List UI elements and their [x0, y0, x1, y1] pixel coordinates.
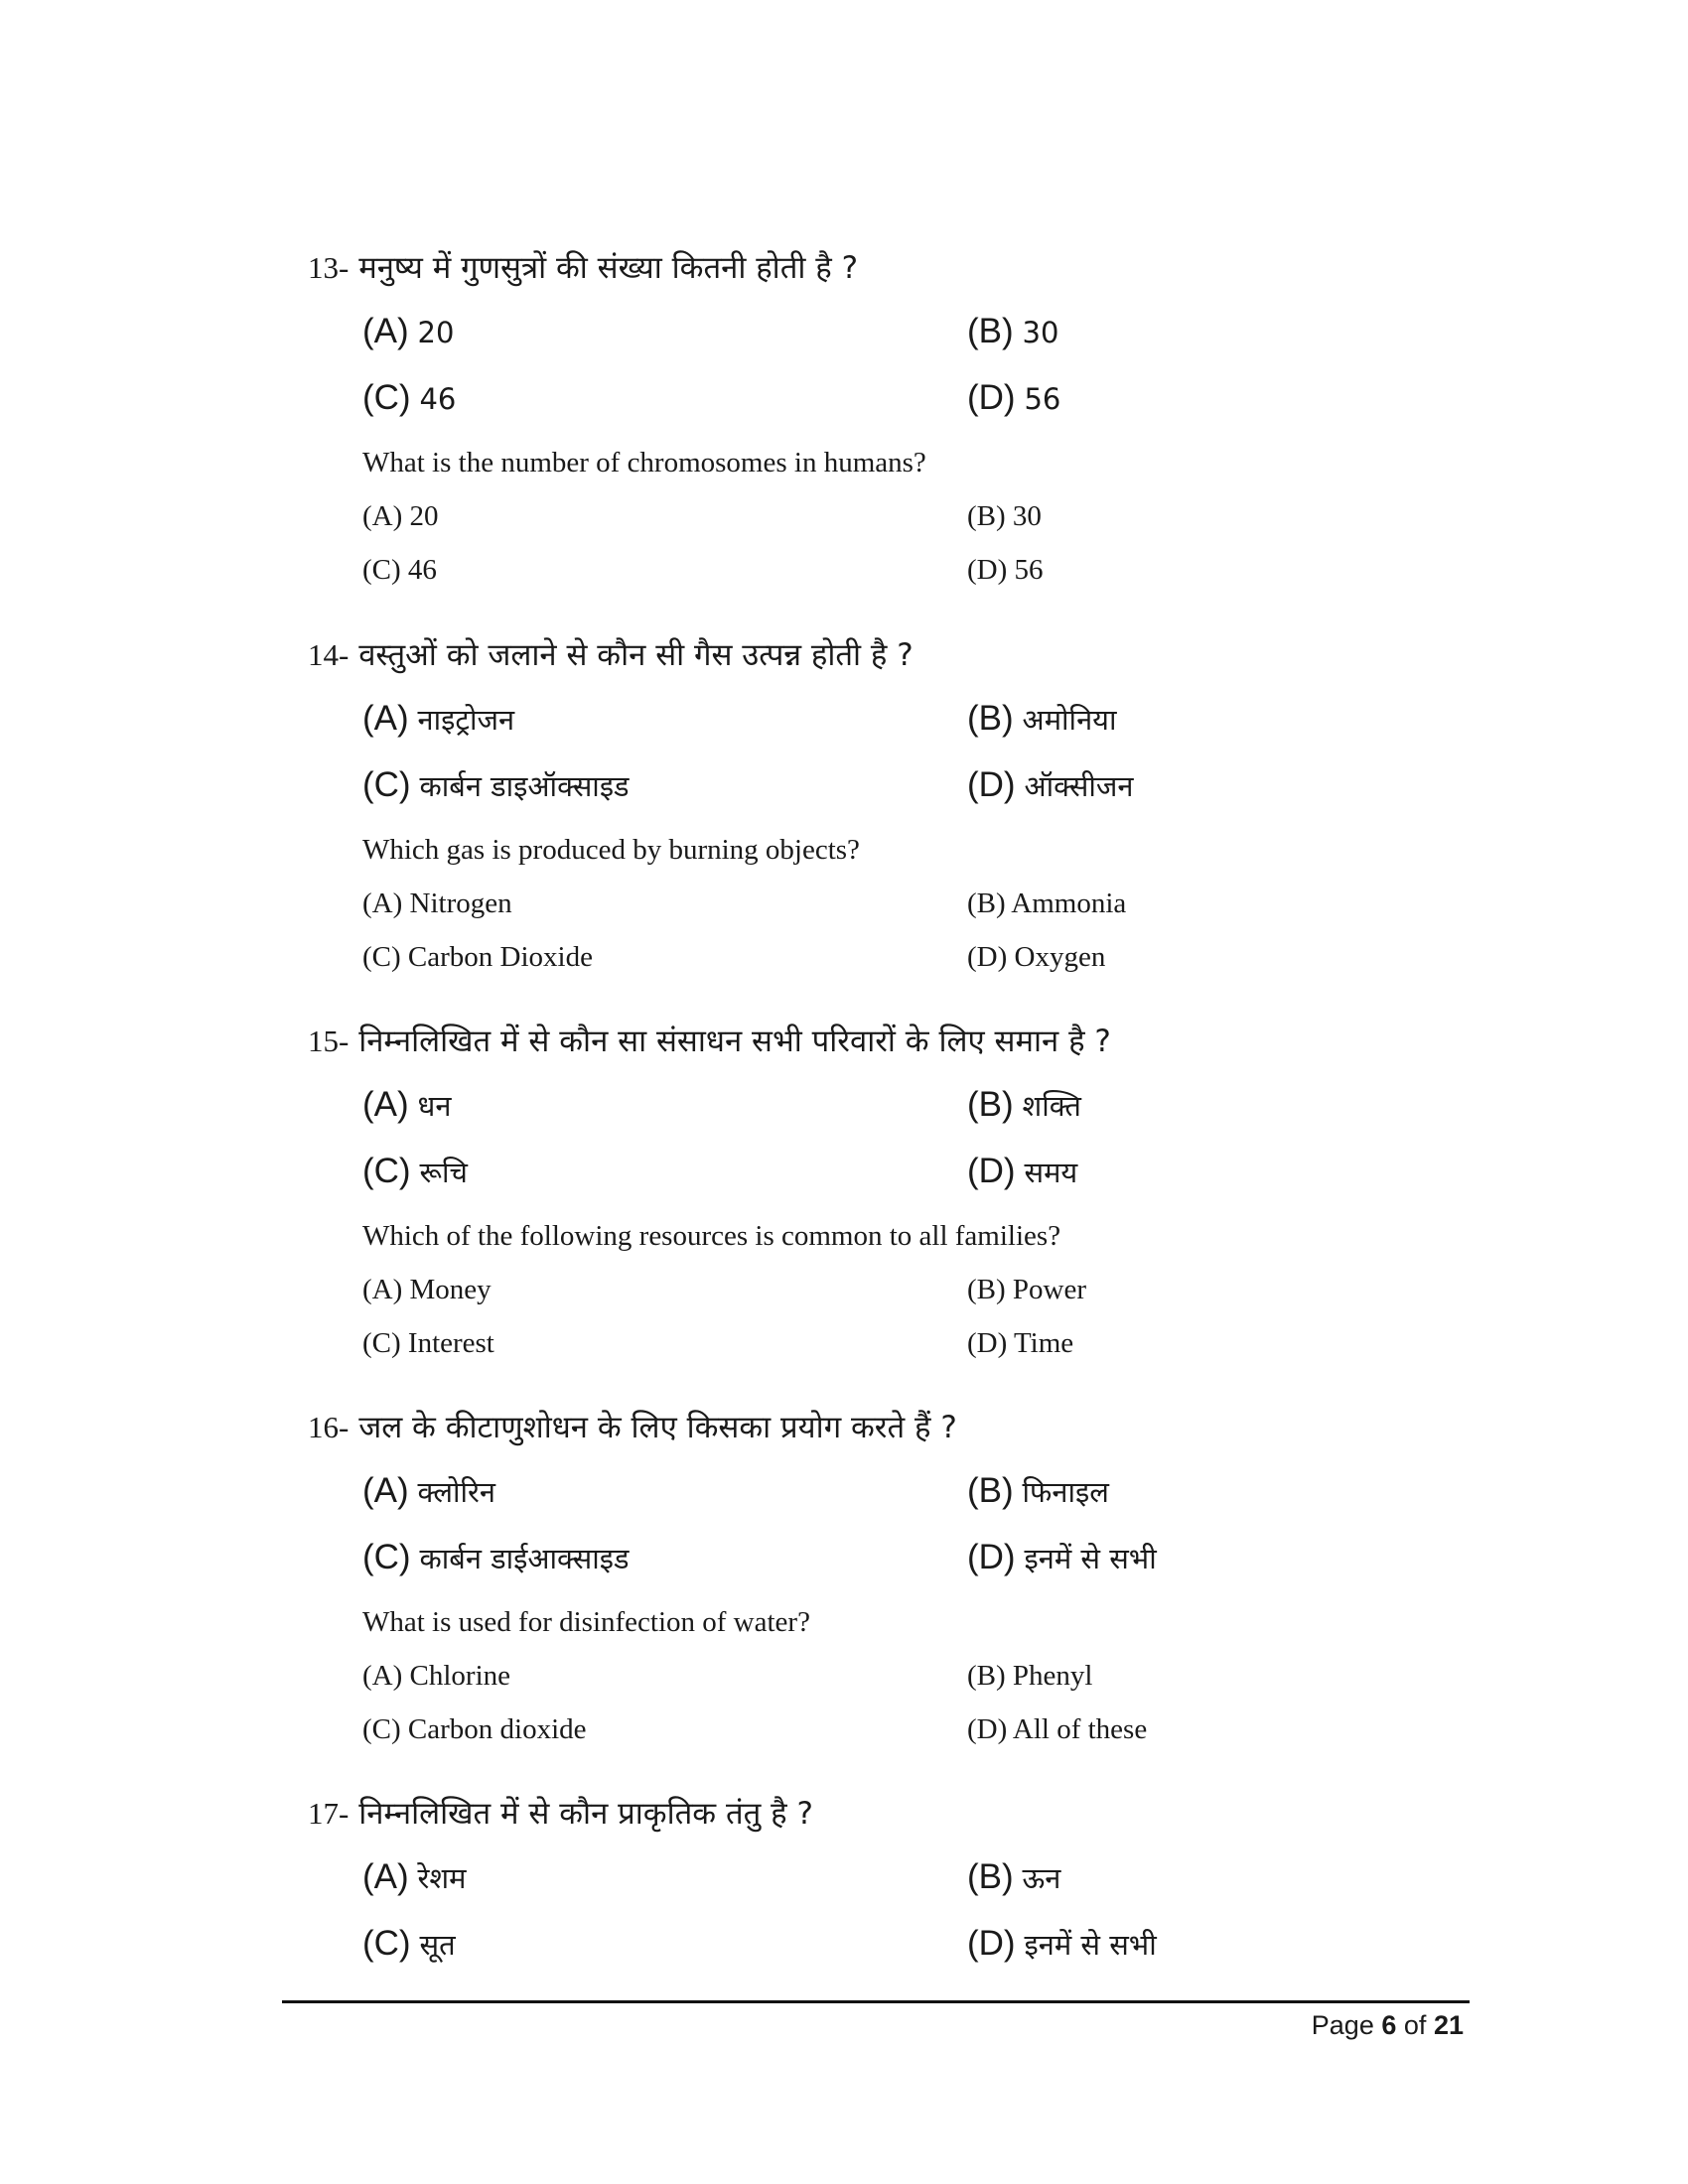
hindi-options-row [308, 310, 1470, 376]
hindi-options-row [308, 1922, 1470, 1988]
english-option-b: (B) 30 [967, 500, 1042, 532]
hindi-options-row [308, 1083, 1470, 1150]
option-label: (C) [362, 765, 411, 804]
hindi-option-c [362, 376, 456, 421]
english-options-row [308, 1709, 1470, 1763]
english-options-row [308, 1656, 1470, 1709]
hindi-option-b [967, 1083, 1081, 1128]
english-options-row [308, 937, 1470, 991]
page-prefix: Page [1311, 2010, 1374, 2040]
english-option-d: (D) Oxygen [967, 941, 1106, 973]
question-text-hindi: वस्तुओं को जलाने से कौन सी गैस उत्पन्न होती है ? [358, 637, 914, 673]
hindi-options-row [308, 697, 1470, 763]
english-options-row [308, 884, 1470, 937]
option-text: रूचि [419, 1156, 468, 1189]
hindi-option-d [967, 763, 1134, 808]
option-text: फिनाइल [1022, 1475, 1109, 1509]
question-13 [308, 246, 1470, 604]
english-option-d: (D) All of these [967, 1713, 1148, 1745]
english-option-a: (A) 20 [362, 500, 439, 532]
question-number: 15- [308, 1024, 350, 1058]
question-text-hindi: निम्नलिखित में से कौन प्राकृतिक तंतु है ? [358, 1796, 813, 1832]
option-label: (C) [362, 378, 411, 417]
question-number: 17- [308, 1796, 350, 1831]
option-label: (D) [967, 765, 1016, 804]
option-text: शक्ति [1022, 1089, 1081, 1123]
hindi-option-d [967, 376, 1060, 421]
hindi-option-d [967, 1536, 1157, 1580]
question-14 [308, 633, 1470, 991]
option-text: क्लोरिन [417, 1475, 495, 1509]
english-options-row [308, 550, 1470, 604]
option-label: (D) [967, 1924, 1016, 1963]
question-text-english: Which of the following resources is common to all families? [362, 1220, 1061, 1252]
english-options-row [308, 496, 1470, 550]
option-label: (B) [967, 1085, 1014, 1124]
hindi-option-d [967, 1150, 1077, 1194]
english-options-row [308, 1323, 1470, 1377]
hindi-option-c [362, 763, 630, 808]
option-label: (A) [362, 312, 409, 350]
english-option-b: (B) Ammonia [967, 887, 1127, 919]
option-text: अमोनिया [1022, 703, 1117, 737]
english-option-a: (A) Money [362, 1274, 492, 1305]
english-option-d: (D) Time [967, 1327, 1074, 1359]
question-text-english: What is used for disinfection of water? [362, 1606, 810, 1638]
option-label: (D) [967, 1152, 1016, 1190]
english-option-c: (C) Interest [362, 1327, 494, 1359]
option-text: नाइट्रोजन [417, 703, 515, 737]
hindi-option-a [362, 1083, 451, 1128]
option-label: (A) [362, 699, 409, 738]
option-text: ऑक्सीजन [1024, 769, 1134, 803]
option-text: रेशम [417, 1861, 467, 1895]
hindi-option-c [362, 1150, 468, 1194]
option-label: (C) [362, 1152, 411, 1190]
page-total: 21 [1433, 2010, 1464, 2040]
hindi-option-b [967, 1469, 1109, 1514]
hindi-option-b [967, 697, 1117, 742]
question-number: 14- [308, 637, 350, 672]
question-text-english: What is the number of chromosomes in humans? [362, 447, 926, 478]
option-text: 56 [1024, 382, 1061, 416]
option-text: धन [417, 1089, 452, 1123]
option-text: इनमें से सभी [1024, 1928, 1157, 1962]
option-text: ऊन [1022, 1861, 1061, 1895]
option-text: 30 [1022, 316, 1059, 349]
english-option-b: (B) Power [967, 1274, 1087, 1305]
english-option-d: (D) 56 [967, 554, 1044, 586]
english-option-a: (A) Chlorine [362, 1660, 510, 1692]
question-hindi [308, 246, 1470, 290]
option-text: कार्बन डाईआक्साइड [419, 1542, 630, 1575]
option-label: (C) [362, 1924, 411, 1963]
hindi-option-a [362, 697, 514, 742]
question-15 [308, 1020, 1470, 1377]
hindi-options-row [308, 1469, 1470, 1536]
hindi-option-d [967, 1922, 1157, 1967]
hindi-option-b [967, 310, 1058, 354]
option-label: (B) [967, 312, 1014, 350]
option-text: सूत [419, 1928, 456, 1962]
option-label: (D) [967, 1538, 1016, 1576]
hindi-options-row [308, 1855, 1470, 1922]
hindi-options-row [308, 763, 1470, 830]
option-label: (B) [967, 699, 1014, 738]
option-text: 20 [417, 316, 455, 349]
hindi-option-a [362, 1855, 466, 1900]
option-label: (A) [362, 1085, 409, 1124]
english-option-c: (C) Carbon Dioxide [362, 941, 593, 973]
page-of: of [1403, 2010, 1427, 2040]
hindi-option-b [967, 1855, 1060, 1900]
question-number: 16- [308, 1410, 350, 1444]
question-hindi [308, 1020, 1470, 1063]
option-label: (A) [362, 1471, 409, 1510]
question-number: 13- [308, 250, 350, 285]
option-label: (B) [967, 1857, 1014, 1896]
question-text-hindi: जल के कीटाणुशोधन के लिए किसका प्रयोग करते हैं ? [358, 1410, 957, 1445]
option-label: (A) [362, 1857, 409, 1896]
page-current: 6 [1381, 2010, 1397, 2040]
hindi-options-row [308, 1536, 1470, 1602]
english-option-b: (B) Phenyl [967, 1660, 1093, 1692]
page-number-footer [1312, 2010, 1464, 2041]
option-text: 46 [419, 382, 457, 416]
option-text: इनमें से सभी [1024, 1542, 1157, 1575]
english-option-c: (C) 46 [362, 554, 437, 586]
question-hindi [308, 1406, 1470, 1449]
option-label: (D) [967, 378, 1016, 417]
question-17 [308, 1792, 1470, 1988]
option-label: (C) [362, 1538, 411, 1576]
hindi-options-row [308, 1150, 1470, 1216]
question-text-english: Which gas is produced by burning objects? [362, 834, 860, 866]
hindi-option-a [362, 310, 454, 354]
option-text: कार्बन डाइऑक्साइड [419, 769, 630, 803]
question-hindi [308, 1792, 1470, 1836]
english-option-a: (A) Nitrogen [362, 887, 512, 919]
option-text: समय [1024, 1156, 1078, 1189]
question-16 [308, 1406, 1470, 1763]
english-option-c: (C) Carbon dioxide [362, 1713, 587, 1745]
hindi-option-c [362, 1922, 456, 1967]
question-text-hindi: निम्नलिखित में से कौन सा संसाधन सभी परिवारों के लिए समान है ? [358, 1024, 1111, 1059]
question-hindi [308, 633, 1470, 677]
hindi-options-row [308, 376, 1470, 443]
hindi-option-a [362, 1469, 495, 1514]
question-text-hindi: मनुष्य में गुणसुत्रों की संख्या कितनी होती है ? [358, 250, 859, 286]
option-label: (B) [967, 1471, 1014, 1510]
hindi-option-c [362, 1536, 630, 1580]
footer-divider [282, 2000, 1470, 2003]
english-options-row [308, 1270, 1470, 1323]
